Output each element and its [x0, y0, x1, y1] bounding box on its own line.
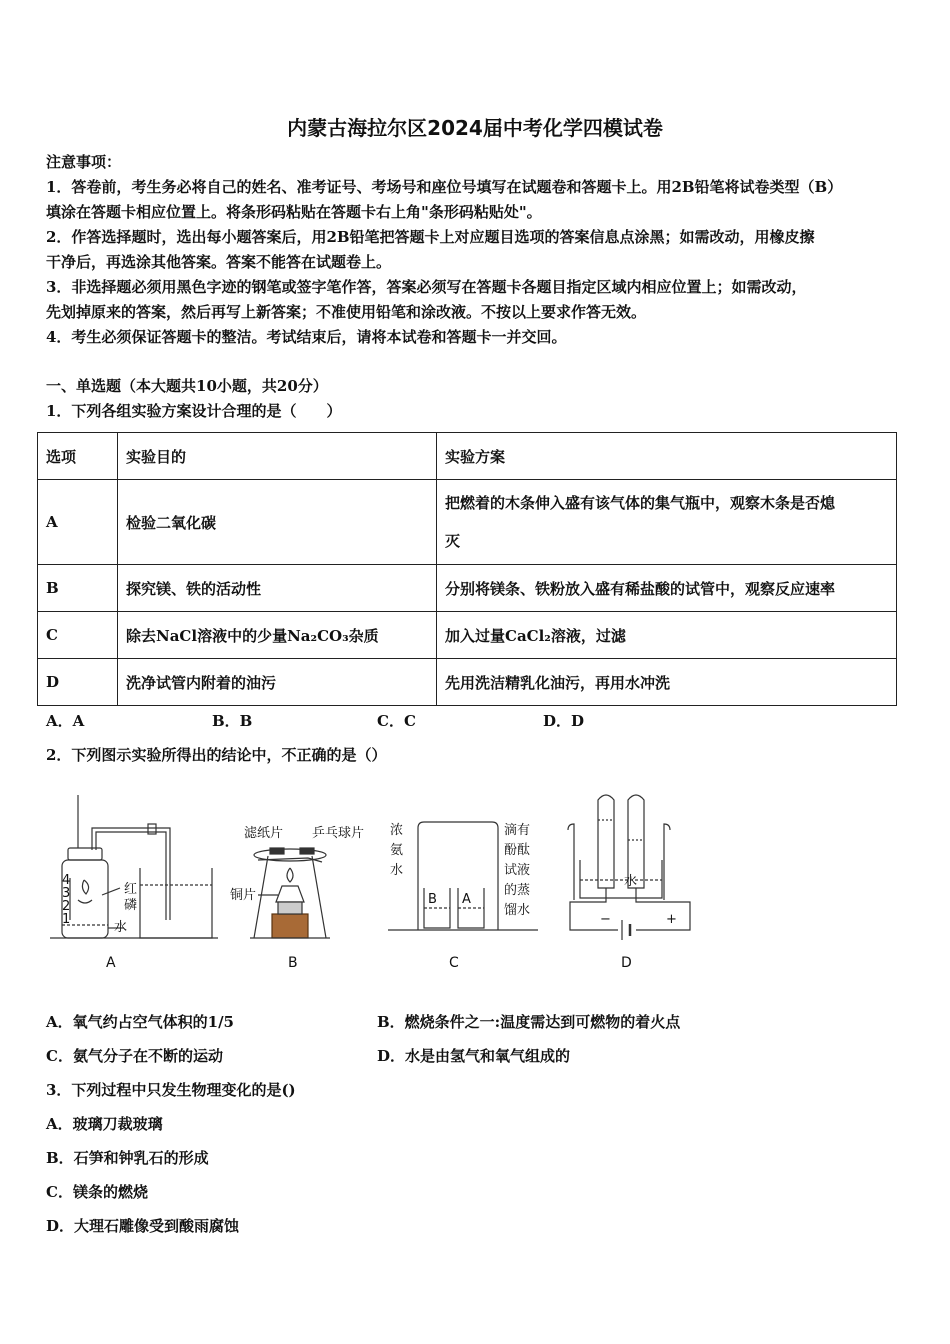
table-header-cell: 实验目的 — [118, 433, 437, 480]
q3-choice-c: C．镁条的燃烧 — [46, 1183, 148, 1201]
table-cell-plan — [437, 480, 897, 565]
q2-choice-d: D．水是由氢气和氧气组成的 — [377, 1047, 571, 1065]
plan-line: 灭 — [445, 532, 461, 550]
q1-choice-c: C．C — [377, 712, 416, 730]
notice-line: 1．答卷前，考生务必将自己的姓名、准考证号、考场号和座位号填写在试题卷和答题卡上。用2B铅笔将试卷类型（B） — [46, 178, 843, 196]
fig-caption-c: C — [449, 955, 459, 971]
fig-a-label-phosphorus: 磷 — [124, 898, 138, 913]
fig-c-label-right: 馏水 — [504, 903, 531, 918]
table-row — [38, 659, 897, 706]
q3-choice-a: A．玻璃刀裁玻璃 — [46, 1115, 163, 1133]
notice-line: 先划掉原来的答案，然后再写上新答案；不准使用铅笔和涂改液。不按以上要求作答无效。 — [46, 303, 647, 321]
fig-c-label-right: 滴有 — [504, 823, 531, 838]
fig-c-label-right: 试液 — [504, 863, 531, 878]
table-cell-purpose: 洗净试管内附着的油污 — [118, 659, 437, 706]
section-heading: 一、单选题（本大题共10小题，共20分） — [46, 377, 328, 395]
question-1-table — [37, 432, 897, 706]
fig-a-label-water: 水 — [114, 920, 128, 935]
experiment-figure — [40, 780, 720, 940]
fig-d-label-positive: + — [666, 912, 677, 927]
fig-d-label-water: 水 — [624, 874, 638, 889]
fig-caption-b: B — [288, 955, 298, 971]
table-row — [38, 480, 897, 565]
table-cell-plan: 加入过量CaCl₂溶液，过滤 — [437, 612, 897, 659]
apparatus-b-diagram — [250, 848, 330, 938]
q2-choice-a: A．氧气约占空气体积的1/5 — [46, 1013, 234, 1031]
notice-heading: 注意事项： — [46, 153, 122, 171]
fig-c-label-left: 水 — [390, 863, 404, 878]
fig-a-scale: 3 — [62, 886, 71, 901]
table-header-cell: 实验方案 — [437, 433, 897, 480]
page-title: 内蒙古海拉尔区2024届中考化学四模试卷 — [287, 116, 663, 140]
question-3-stem: 3．下列过程中只发生物理变化的是() — [46, 1081, 296, 1099]
fig-c-label-right: 酚酞 — [504, 843, 531, 858]
fig-b-label-filter: 滤纸片 — [244, 826, 284, 841]
notice-line: 2．作答选择题时，选出每小题答案后，用2B铅笔把答题卡上对应题目选项的答案信息点涂黑；如需改动，用橡皮擦 — [46, 228, 815, 246]
fig-b-label-pingpong: 乒乓球片 — [312, 826, 365, 841]
fig-c-label-right: 的蒸 — [504, 883, 531, 898]
table-cell-option: C — [38, 612, 118, 659]
q2-choice-b: B．燃烧条件之一:温度需达到可燃物的着火点 — [377, 1013, 681, 1031]
table-cell-option: B — [38, 565, 118, 612]
notice-line: 填涂在答题卡相应位置上。将条形码粘贴在答题卡右上角"条形码粘贴处"。 — [46, 203, 542, 221]
fig-c-label-left: 浓 — [390, 823, 404, 838]
q1-choice-b: B．B — [212, 712, 253, 730]
notice-line: 干净后，再选涂其他答案。答案不能答在试题卷上。 — [46, 253, 392, 271]
plan-line: 把燃着的木条伸入盛有该气体的集气瓶中，观察木条是否熄 — [445, 494, 836, 512]
table-row — [38, 612, 897, 659]
fig-a-scale: 4 — [62, 873, 71, 888]
fig-b-label-copper: 铜片 — [230, 888, 257, 903]
fig-c-label-cup-b: B — [428, 892, 437, 907]
q1-choice-d: D．D — [543, 712, 585, 730]
table-cell-plan: 分别将镁条、铁粉放入盛有稀盐酸的试管中，观察反应速率 — [437, 565, 897, 612]
table-cell-purpose: 除去NaCl溶液中的少量Na₂CO₃杂质 — [118, 612, 437, 659]
table-cell-plan: 先用洗洁精乳化油污，再用水冲洗 — [437, 659, 897, 706]
apparatus-a-diagram — [50, 795, 218, 938]
table-cell-purpose: 检验二氧化碳 — [118, 480, 437, 565]
fig-a-scale: 2 — [62, 899, 71, 914]
table-cell-purpose: 探究镁、铁的活动性 — [118, 565, 437, 612]
notice-line: 3．非选择题必须用黑色字迹的钢笔或签字笔作答，答案必须写在答题卡各题目指定区域内相应位置上；如需改动， — [46, 278, 807, 296]
fig-c-label-cup-a: A — [462, 892, 471, 907]
q1-choice-a: A．A — [46, 712, 85, 730]
question-1-stem: 1．下列各组实验方案设计合理的是（ ） — [46, 402, 342, 420]
q3-choice-d: D．大理石雕像受到酸雨腐蚀 — [46, 1217, 240, 1235]
table-row — [38, 565, 897, 612]
table-header-cell: 选项 — [38, 433, 118, 480]
fig-caption-a: A — [106, 955, 116, 971]
fig-a-scale: 1 — [62, 912, 71, 927]
fig-a-label-red: 红 — [124, 882, 138, 897]
fig-c-label-left: 氨 — [390, 843, 404, 858]
question-2-stem: 2．下列图示实验所得出的结论中，不正确的是（） — [46, 746, 387, 764]
table-header-row — [38, 433, 897, 480]
fig-caption-d: D — [621, 955, 632, 971]
table-cell-option: A — [38, 480, 118, 565]
q2-choice-c: C．氨气分子在不断的运动 — [46, 1047, 223, 1065]
notice-line: 4．考生必须保证答题卡的整洁。考试结束后，请将本试卷和答题卡一并交回。 — [46, 328, 567, 346]
table-cell-option: D — [38, 659, 118, 706]
fig-d-label-negative: − — [600, 912, 611, 927]
q3-choice-b: B．石笋和钟乳石的形成 — [46, 1149, 209, 1167]
